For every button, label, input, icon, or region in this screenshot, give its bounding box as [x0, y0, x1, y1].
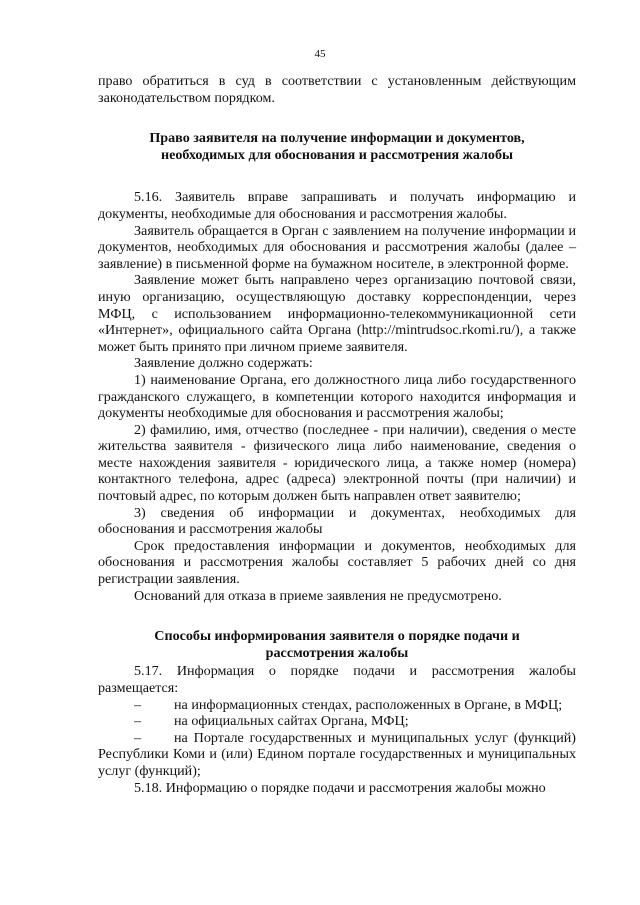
bullet-item-portal — [98, 730, 576, 780]
paragraph-application-submission: Заявитель обращается в Орган с заявлением на получение информации и документов, необходимых для обоснования и рассмотрения жалобы (далее – заявление) в письменной форме на бумажном носителе, в электронной форме. — [98, 222, 576, 272]
paragraph-continuation: право обратиться в суд в соответствии с установленным действующим законодательством порядком. — [98, 73, 576, 106]
bullet-dash: – — [134, 729, 142, 746]
list-item-2: 2) фамилию, имя, отчество (последнее - при наличии), сведения о месте жительства заявителя - физического лица либо наименование, сведения о месте нахождения заявителя - юридического лица, а также номер (номера) контактного телефона, адрес (адреса) электронной почты (при наличии) и почтовый адрес, по которым должен быть направлен ответ заявителю; — [98, 421, 576, 505]
bullet-item-websites — [98, 713, 576, 730]
paragraph-5-16: 5.16. Заявитель вправе запрашивать и получать информацию и документы, необходимые для обоснования и рассмотрения жалобы. — [98, 189, 576, 222]
paragraph-application-contents: Заявление должно содержать: — [134, 355, 313, 372]
page-content — [98, 73, 576, 796]
bullet-dash: – — [134, 696, 142, 713]
bullet-text-continuation: Республики Коми и (или) Едином портале государственных и муниципальных услуг (функций); — [98, 746, 576, 779]
paragraph-no-refusal: Оснований для отказа в приеме заявления не предусмотрено. — [134, 587, 502, 604]
bullet-text-first-line: на Портале государственных и муниципальных услуг (функций) — [174, 729, 576, 746]
paragraph-5-18: 5.18. Информацию о порядке подачи и рассмотрения жалобы можно — [134, 779, 546, 796]
section-heading-information-methods: Способы информирования заявителя о порядке подачи и рассмотрения жалобы — [154, 628, 520, 661]
list-item-1: 1) наименование Органа, его должностного лица либо государственного гражданского служащего, в компетенции которого находится информация и документы необходимые для обоснования и рассмотрения жалобы; — [98, 371, 576, 422]
paragraph-application-channels: Заявление может быть направлено через организацию почтовой связи, иную организацию, осуществляющую доставку корреспонденции, через МФЦ, с использованием информационно-телекоммуникационной сети «Интернет», официального сайта Органа (http://mintrudsoc.rkomi.ru/), а также может быть принято при личном приеме заявителя. — [98, 272, 576, 355]
list-item-3: 3) сведения об информации и документах, необходимых для обоснования и рассмотрения жалобы — [98, 504, 576, 538]
paragraph-5-17: 5.17. Информация о порядке подачи и рассмотрения жалобы размещается: — [98, 663, 576, 696]
page-number: 45 — [314, 48, 326, 60]
paragraph-deadline: Срок предоставления информации и документов, необходимых для обоснования и рассмотрения жалобы составляет 5 рабочих дней со дня регистрации заявления. — [98, 537, 576, 588]
bullet-item-stands — [98, 697, 576, 714]
bullet-dash: – — [134, 713, 142, 730]
bullet-text: на информационных стендах, расположенных в Органе, в МФЦ; — [174, 696, 563, 713]
section-heading-right-to-information: Право заявителя на получение информации и документов, необходимых для обоснования и рассмотрения жалобы — [149, 130, 525, 163]
bullet-text: на официальных сайтах Органа, МФЦ; — [174, 713, 409, 730]
